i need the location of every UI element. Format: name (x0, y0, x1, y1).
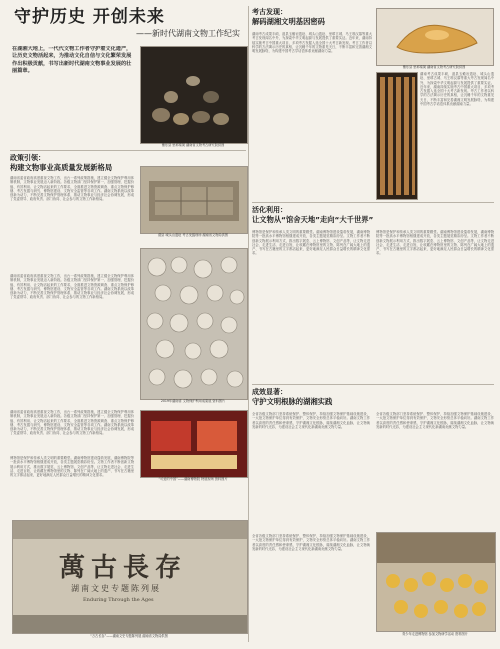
caption-relic: 衡东县 里耶秦简 湖南省文物考古研究院供图 (402, 65, 466, 69)
section-heading-policy (10, 154, 140, 172)
stone-tools-photo (140, 46, 248, 144)
section-heading-archaeology (252, 8, 372, 26)
section-label: 成效显著： (252, 388, 287, 396)
caption-students: 青少年走进博物馆 参加文物研学活动 资料图片 (402, 632, 468, 636)
divider (252, 384, 494, 385)
relic-photo (376, 8, 494, 66)
section-title: 守护文明根脉的湖湘实践 (252, 397, 333, 406)
stone-tools-illustration (141, 47, 247, 143)
section-title: 让文物从“馆舍天地”走向“大千世界” (252, 215, 374, 224)
caption-exhibition: “可爱的中国”——湖南博物院 特展现场 资料图片 (158, 477, 228, 481)
section-heading-achievements (252, 388, 392, 406)
exhibition-poster (12, 520, 248, 634)
section-label: 政策引领： (10, 154, 45, 162)
page-title: 守护历史 开创未来 (14, 7, 165, 27)
caption-poster: “万古长存”——湖南文史专题陈列展 湖南省文物局供图 (90, 634, 168, 638)
page-subtitle: ——新时代湖南文物工作纪实 (136, 29, 240, 38)
bamboo-slips-illustration (377, 73, 417, 199)
divider (252, 202, 494, 203)
excavation-site-photo (140, 166, 248, 234)
section-body-utilization-b: 博物馆是保护和传承人类文明的重要殿堂。湖南博物馆建设蓬勃发展，湖南博物院等一批高水平博物馆相继建成开放，各类主题展览精彩纷呈。文物工作者不断创新文物展示利用方式，推出数字展览、云上博物馆、文创产品等，让文物走进社会、走进生活、走进百姓，让收藏在博物馆里的文物、陈列在广阔大地上的遗产、书写在古籍里的文字都活起来，更好地满足人民群众日益增长的精神文化需求。 (376, 230, 494, 256)
caption-pottery: 2019年湖南省 文物保护利用成果展 资料图片 (160, 399, 226, 403)
column-divider (248, 6, 249, 642)
section-title: 构建文物事业高质量发展新格局 (10, 163, 113, 172)
students-activity-photo (376, 532, 496, 632)
section-body-policy-cont: 湖南省委省政府高度重视文物工作，出台一系列政策措施，建立健全文物保护利用体制机制，文物事业发展迈入新阶段。各级文物部门坚持保护第一、加强管理、挖掘价值、有效利用、让文物活起来的工作要求，全面推进文物资源调查、重点文物保护修缮、考古发掘与研究、博物馆建设、文物安全监管等各项工作。湖南文物系统以改革创新为动力，不断完善文物保护管理体系，推动文物事业与经济社会协调发展，形成了党委领导、政府负责、部门协同、社会参与的文物工作新格局。 (10, 274, 134, 300)
caption-excavation: 澧县 城头山遗址 考古发掘现场 湖南省文物局供图 (158, 233, 228, 237)
section-body-achievements-b: 全省各级文物部门坚持系统保护、整体保护，持续加强文物保护基础设施建设，一大批文物保护单位得到有效保护，文物安全形势总体平稳向好。湖南文物工作者以高度的责任感和使命感，守护湖湘文化根脉，赓续湖湘文化血脉，让文物焕发新的时代光彩，为建设社会主义现代化新湖南贡献文物力量。 (376, 412, 494, 429)
section-body-archaeology-cont: 湖南考古成果丰硕，道县玉蟾岩遗址、城头山遗址、里耶古城、马王堆汉墓等重大考古发现闻名中外，为探索中华文明起源与发展提供了重要实证。近年来，湖南持续实施考古中国重大项目，多项考古发掘入选全国十大考古新发现。考古工作者以科学的方法揭示历史的真相，让沉睡千年的文物重见天日，不断丰富和完善湖湘文明发展脉络，为构建中国考古学话语体系贡献湖南力量。 (420, 72, 494, 107)
lead-paragraph: 在湖湘大地上，一代代文物工作者守护着文化遗产，让历史文物活起来，为推动文化自信与文化繁荣发展作出积极贡献，书写出新时代湖南文物事业发展的壮丽篇章。 (12, 46, 132, 75)
section-body-achievements-lower: 全省各级文物部门坚持系统保护、整体保护，持续加强文物保护基础设施建设，一大批文物保护单位得到有效保护，文物安全形势总体平稳向好。湖南文物工作者以高度的责任感和使命感，守护湖湘文化根脉，赓续湖湘文化血脉，让文物焕发新的时代光彩，为建设社会主义现代化新湖南贡献文物力量。 (252, 534, 370, 551)
section-body-policy: 湖南省委省政府高度重视文物工作，出台一系列政策措施，建立健全文物保护利用体制机制，文物事业发展迈入新阶段。各级文物部门坚持保护第一、加强管理、挖掘价值、有效利用、让文物活起来的工作要求，全面推进文物资源调查、重点文物保护修缮、考古发掘与研究、博物馆建设、文物安全监管等各项工作。湖南文物系统以改革创新为动力，不断完善文物保护管理体系，推动文物事业与经济社会协调发展，形成了党委领导、政府负责、部门协同、社会参与的文物工作新格局。 (10, 176, 134, 202)
poster-english: Enduring Through the Ages (83, 597, 154, 603)
exhibition-display-photo (140, 410, 248, 478)
poster-title: 萬古長存 (59, 553, 188, 583)
divider (10, 150, 246, 151)
caption-stone-tools: 衡东县 里耶秦简 湖南省文物考古研究院供图 (161, 143, 225, 147)
section-body-utilization-lower: 博物馆是保护和传承人类文明的重要殿堂。湖南博物馆建设蓬勃发展，湖南博物院等一批高水平博物馆相继建成开放，各类主题展览精彩纷呈。文物工作者不断创新文物展示利用方式，推出数字展览、云上博物馆、文创产品等，让文物走进社会、走进生活、走进百姓，让收藏在博物馆里的文物、陈列在广阔大地上的遗产、书写在古籍里的文字都活起来，更好地满足人民群众日益增长的精神文化需求。 (10, 456, 134, 478)
students-illustration (377, 533, 495, 631)
section-body-archaeology: 湖南考古成果丰硕，道县玉蟾岩遗址、城头山遗址、里耶古城、马王堆汉墓等重大考古发现闻名中外，为探索中华文明起源与发展提供了重要实证。近年来，湖南持续实施考古中国重大项目，多项考古发掘入选全国十大考古新发现。考古工作者以科学的方法揭示历史的真相，让沉睡千年的文物重见天日，不断丰富和完善湖湘文明发展脉络，为构建中国考古学话语体系贡献湖南力量。 (252, 32, 372, 54)
poster-subtitle: 湖南文史专题陈列展 (71, 584, 161, 593)
section-title: 解码湖湘文明基因密码 (252, 17, 325, 26)
excavation-illustration (141, 167, 247, 233)
section-label: 活化利用： (252, 206, 287, 214)
section-heading-utilization (252, 206, 412, 224)
bamboo-slips-photo (376, 72, 418, 200)
section-body-achievements-a: 全省各级文物部门坚持系统保护、整体保护，持续加强文物保护基础设施建设，一大批文物保护单位得到有效保护，文物安全形势总体平稳向好。湖南文物工作者以高度的责任感和使命感，守护湖湘文化根脉，赓续湖湘文化血脉，让文物焕发新的时代光彩，为建设社会主义现代化新湖南贡献文物力量。 (252, 412, 370, 429)
pottery-collection-photo (140, 248, 248, 400)
section-label: 考古发现： (252, 8, 287, 16)
pottery-illustration (141, 249, 247, 399)
section-body-policy-lower: 湖南省委省政府高度重视文物工作，出台一系列政策措施，建立健全文物保护利用体制机制，文物事业发展迈入新阶段。各级文物部门坚持保护第一、加强管理、挖掘价值、有效利用、让文物活起来的工作要求，全面推进文物资源调查、重点文物保护修缮、考古发掘与研究、博物馆建设、文物安全监管等各项工作。湖南文物系统以改革创新为动力，不断完善文物保护管理体系，推动文物事业与经济社会协调发展，形成了党委领导、政府负责、部门协同、社会参与的文物工作新格局。 (10, 410, 134, 436)
relic-illustration (377, 9, 493, 65)
exhibition-illustration (141, 411, 247, 477)
section-body-utilization-a: 博物馆是保护和传承人类文明的重要殿堂。湖南博物馆建设蓬勃发展，湖南博物院等一批高水平博物馆相继建成开放，各类主题展览精彩纷呈。文物工作者不断创新文物展示利用方式，推出数字展览、云上博物馆、文创产品等，让文物走进社会、走进生活、走进百姓，让收藏在博物馆里的文物、陈列在广阔大地上的遗产、书写在古籍里的文字都活起来，更好地满足人民群众日益增长的精神文化需求。 (252, 230, 370, 256)
